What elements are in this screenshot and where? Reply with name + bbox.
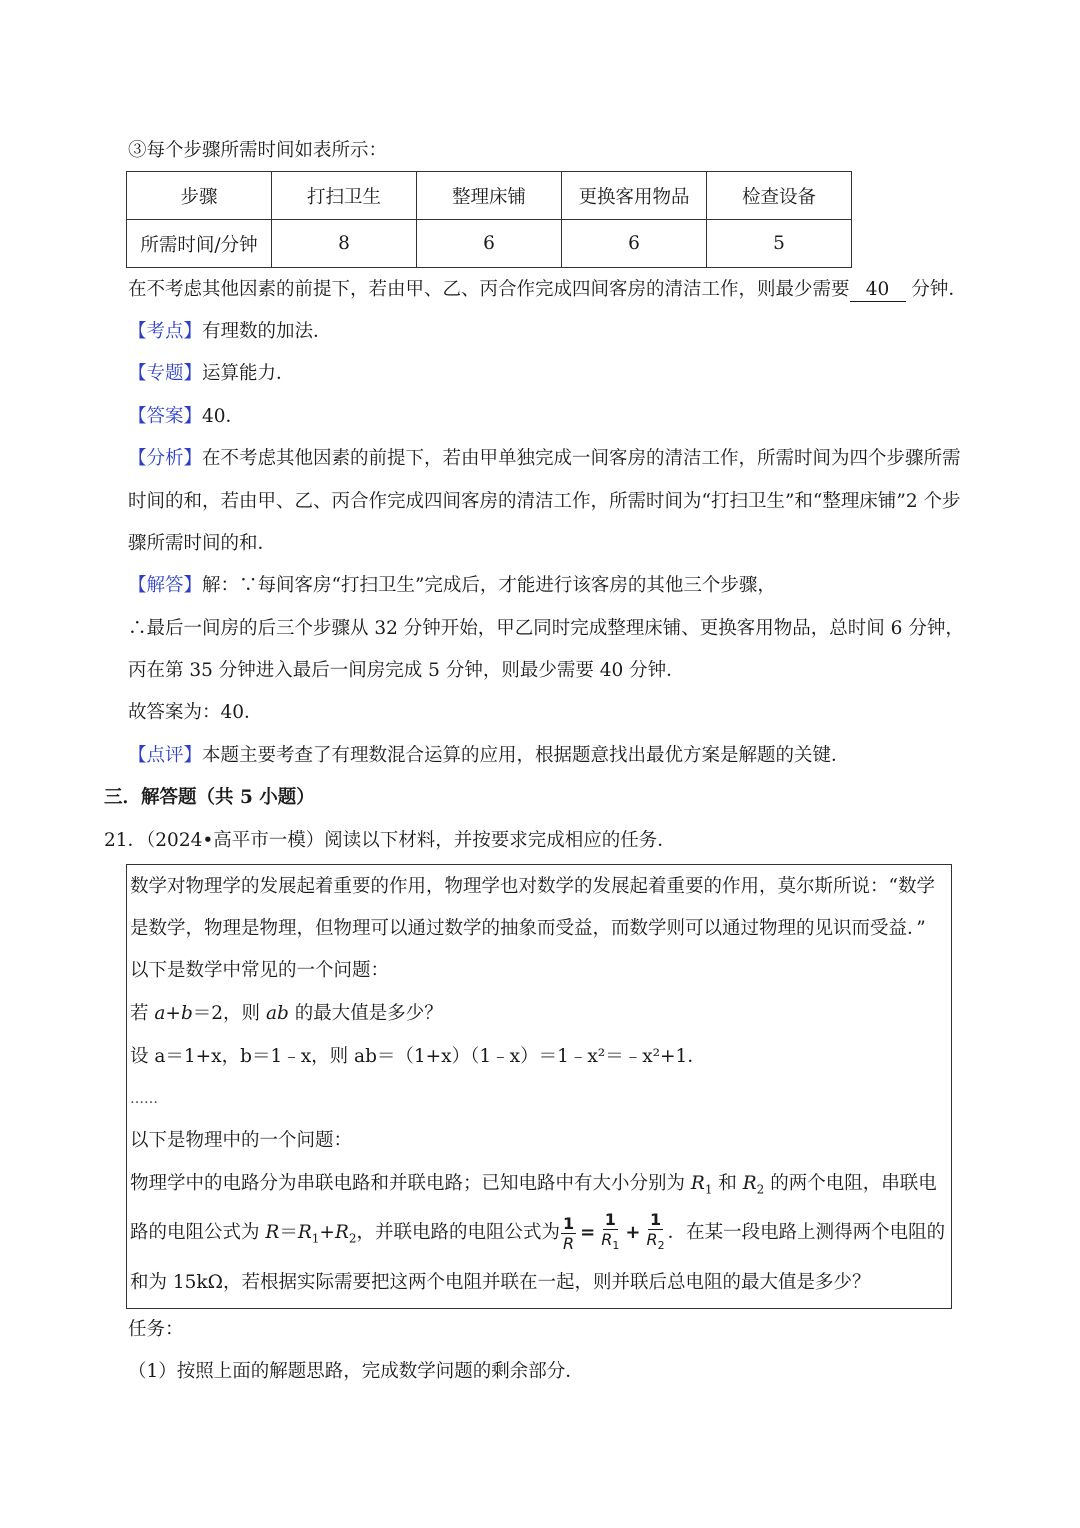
- daan-line: 【答案】40．: [128, 406, 245, 427]
- question-line: 在不考虑其他因素的前提下，若由甲、乙、丙合作完成四间客房的清洁工作，则最少需要 40 分钟．: [128, 279, 967, 300]
- fraction-1-over-r2: $\frac{1}{R_2}$: [646, 1210, 665, 1253]
- fenxi-line-2: 时间的和，若由甲、乙、丙合作完成四间客房的清洁工作，所需时间为“打扫卫生”和“整理床铺”2 个步: [128, 491, 961, 512]
- question-21-title: 21．（2024•高平市一模）阅读以下材料，并按要求完成相应的任务．: [104, 830, 676, 851]
- jieda-line-4: 故答案为：40．: [128, 702, 263, 723]
- table-cell: 5: [707, 220, 852, 268]
- table-row: [127, 220, 852, 268]
- kaodian-tag: 【考点】: [128, 321, 203, 342]
- zhuanti-line: 【专题】运算能力．: [128, 363, 295, 384]
- zhuanti-tag: 【专题】: [128, 363, 203, 384]
- jieda-line-3: 丙在第 35 分钟进入最后一间房完成 5 分钟，则最少需要 40 分钟．: [128, 660, 685, 681]
- material-p7: 物理学中的电路分为串联电路和并联电路；已知电路中有大小分别为 $R_1$ 和 $R_2$ 的两个电阻，串联电: [130, 1173, 937, 1197]
- task-1: （1）按照上面的解题思路，完成数学问题的剩余部分．: [128, 1361, 584, 1382]
- fraction-1-over-r1: $\frac{1}{R_1}$: [601, 1210, 620, 1253]
- jieda-tag: 【解答】: [128, 575, 203, 596]
- kaodian-line: 【考点】有理数的加法．: [128, 321, 332, 342]
- material-p1: 数学对物理学的发展起着重要的作用，物理学也对数学的发展起着重要的作用，莫尔斯所说：“数学: [130, 876, 935, 897]
- task-label: 任务：: [128, 1319, 184, 1340]
- material-p8: 路的电阻公式为 $R=R_1+R_2$，并联电路的电阻公式为 $\frac{1}{R}$ = $\frac{1}{R_1}$ + $\frac{1}{R_2}$ ．在某一段电路上测得两个电阻的: [130, 1208, 945, 1258]
- jieda-line-2: ∴最后一间房的后三个步骤从 32 分钟开始，甲乙同时完成整理床铺、更换客用物品，总时间 6 分钟，: [128, 618, 964, 639]
- table-cell: 检查设备: [707, 172, 852, 220]
- material-p9: 和为 15kΩ，若根据实际需要把这两个电阻并联在一起，则并联后总电阻的最大值是多少？: [130, 1272, 871, 1293]
- material-p2: 是数学，物理是物理，但物理可以通过数学的抽象而受益，而数学则可以通过物理的见识而受益．”: [130, 918, 926, 939]
- table-cell: 6: [417, 220, 562, 268]
- table-cell: 更换客用物品: [562, 172, 707, 220]
- material-p5: 设 a＝1+x，b＝1﹣x，则 ab＝（1+x）（1﹣x）＝1﹣x²＝﹣x²+1．: [130, 1046, 706, 1067]
- fenxi-line-3: 骤所需时间的和．: [128, 533, 277, 554]
- material-p6: 以下是物理中的一个问题：: [130, 1130, 353, 1151]
- table-cell: 步骤: [127, 172, 272, 220]
- dianping-tag: 【点评】: [128, 745, 203, 766]
- fenxi-tag: 【分析】: [128, 448, 203, 469]
- material-p4: 若 a+b＝2，则 ab 的最大值是多少？: [130, 1003, 443, 1024]
- fraction-1-over-r: $\frac{1}{R}$: [563, 1213, 575, 1253]
- table-header-row: [127, 172, 852, 220]
- table-cell: 打扫卫生: [272, 172, 417, 220]
- jieda-line-1: 【解答】解：∵每间客房“打扫卫生”完成后，才能进行该客房的其他三个步骤，: [128, 575, 776, 596]
- steps-table: [126, 171, 852, 268]
- material-ellipsis: ……: [130, 1091, 158, 1107]
- dianping-line: 【点评】本题主要考查了有理数混合运算的应用，根据题意找出最优方案是解题的关键．: [128, 745, 850, 766]
- table-cell: 6: [562, 220, 707, 268]
- daan-tag: 【答案】: [128, 406, 203, 427]
- table-cell: 8: [272, 220, 417, 268]
- fenxi-line-1: 【分析】在不考虑其他因素的前提下，若由甲单独完成一间客房的清洁工作，所需时间为四个步骤所需: [128, 448, 961, 469]
- section-title: 三．解答题（共 5 小题）: [104, 787, 315, 808]
- material-p3: 以下是数学中常见的一个问题：: [130, 960, 390, 981]
- table-cell: 所需时间/分钟: [127, 220, 272, 268]
- answer-blank: 40: [850, 279, 906, 302]
- table-intro: ③每个步骤所需时间如表所示：: [128, 140, 388, 161]
- table-cell: 整理床铺: [417, 172, 562, 220]
